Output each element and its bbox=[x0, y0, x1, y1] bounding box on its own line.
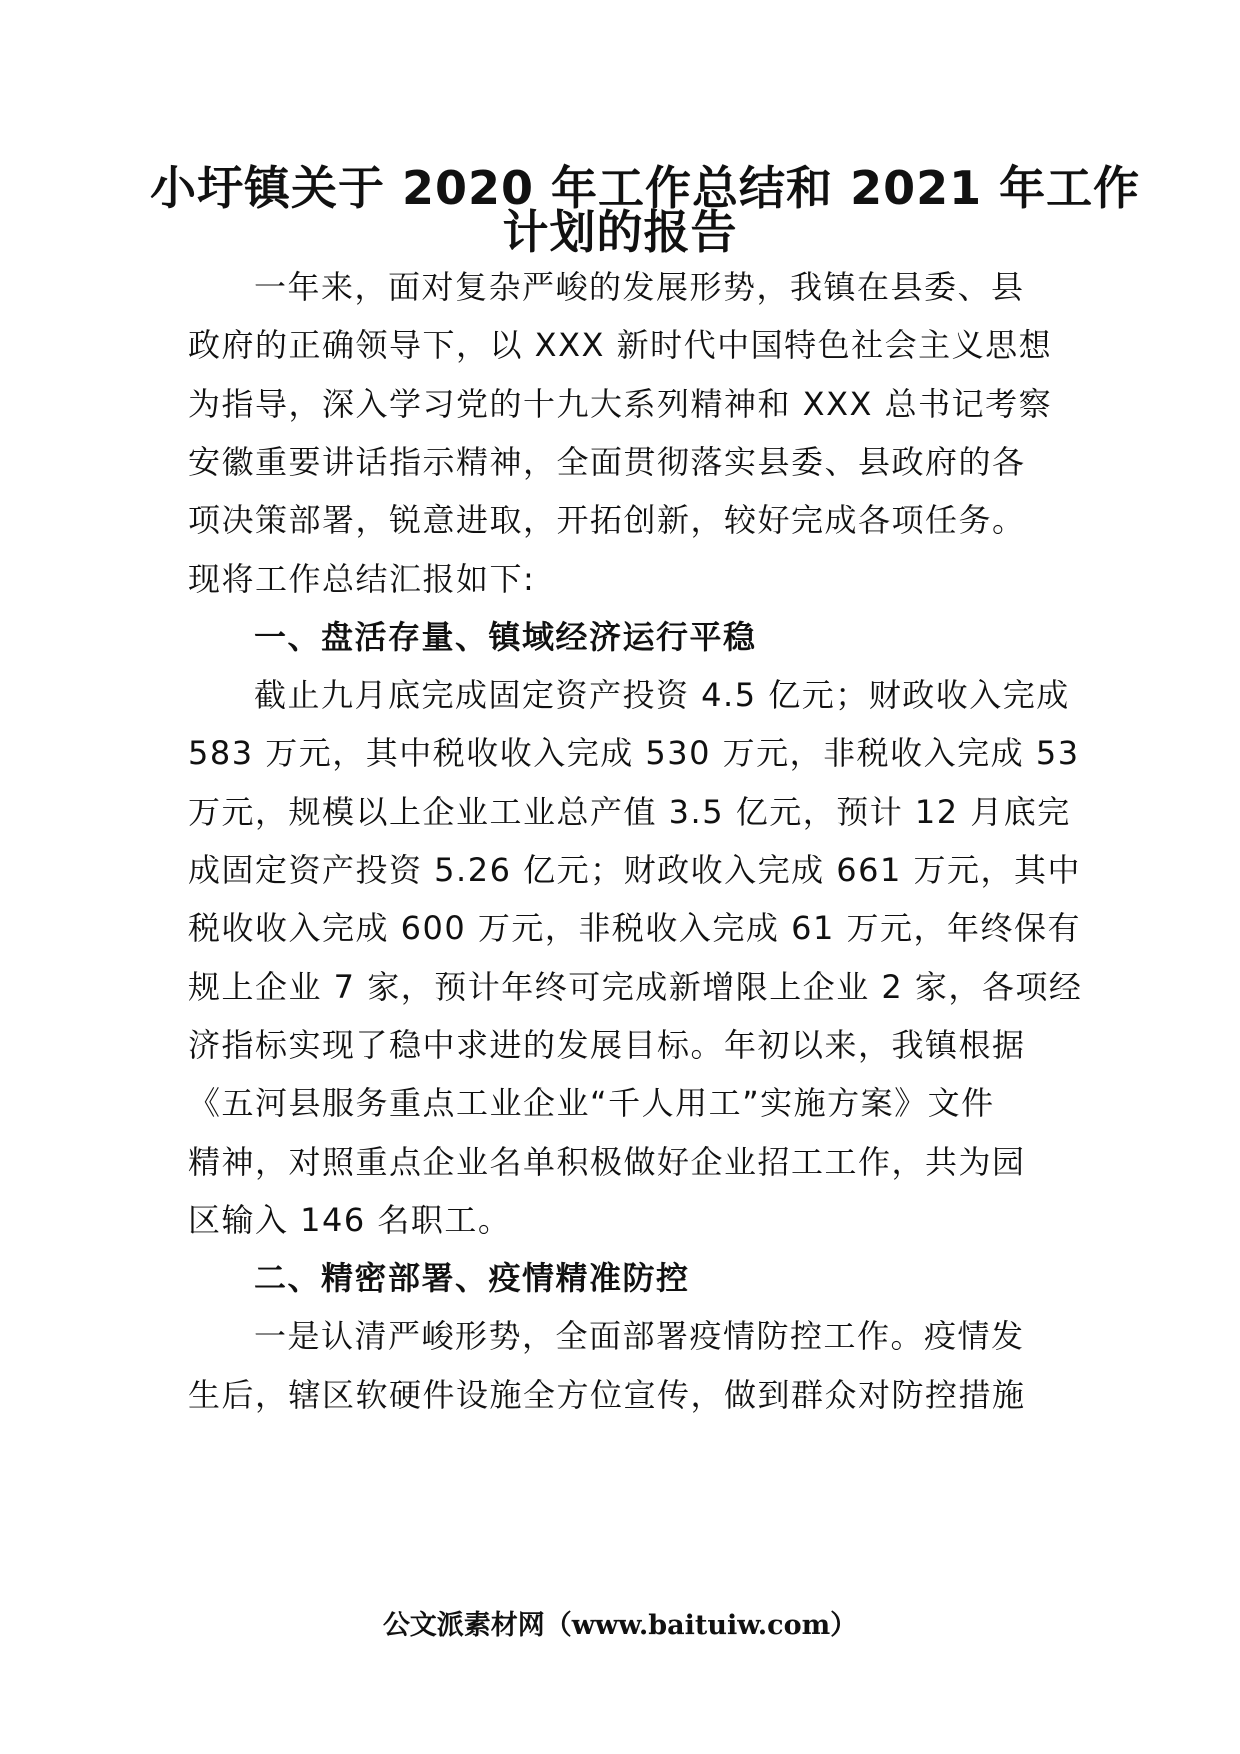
section-1-line-6: 规上企业 7 家，预计年终可完成新增限上企业 2 家，各项经 bbox=[188, 968, 1083, 1006]
document-title-line-1: 小圩镇关于 2020 年工作总结和 2021 年工作 bbox=[150, 161, 1141, 215]
section-1-line-5: 税收收入完成 600 万元，非税收入完成 61 万元，年终保有 bbox=[188, 909, 1081, 947]
section-1-line-9: 精神，对照重点企业名单积极做好企业招工工作，共为园 bbox=[188, 1143, 1026, 1181]
intro-line-4: 安徽重要讲话指示精神，全面贯彻落实县委、县政府的各 bbox=[188, 443, 1026, 481]
section-1-line-10: 区输入 146 名职工。 bbox=[188, 1201, 512, 1239]
section-2-line-2: 生后，辖区软硬件设施全方位宣传，做到群众对防控措施 bbox=[188, 1376, 1026, 1414]
section-2-line-1: 一是认清严峻形势，全面部署疫情防控工作。疫情发 bbox=[254, 1317, 1025, 1355]
intro-line-6: 现将工作总结汇报如下: bbox=[188, 560, 536, 598]
section-1-line-4: 成固定资产投资 5.26 亿元；财政收入完成 661 万元，其中 bbox=[188, 851, 1082, 889]
intro-line-2: 政府的正确领导下，以 XXX 新时代中国特色社会主义思想 bbox=[188, 326, 1053, 364]
section-1-line-3: 万元，规模以上企业工业总产值 3.5 亿元，预计 12 月底完 bbox=[188, 793, 1071, 831]
section-2-heading: 二、精密部署、疫情精准防控 bbox=[254, 1259, 690, 1297]
section-1-line-2: 583 万元，其中税收收入完成 530 万元，非税收入完成 53 bbox=[188, 734, 1080, 772]
section-1-line-8: 《五河县服务重点工业企业“千人用工”实施方案》文件 bbox=[188, 1084, 995, 1122]
intro-line-5: 项决策部署，锐意进取，开拓创新，较好完成各项任务。 bbox=[188, 501, 1026, 539]
section-1-heading: 一、盘活存量、镇域经济运行平稳 bbox=[254, 618, 757, 656]
intro-line-1: 一年来，面对复杂严峻的发展形势，我镇在县委、县 bbox=[254, 268, 1025, 306]
intro-line-3: 为指导，深入学习党的十九大系列精神和 XXX 总书记考察 bbox=[188, 385, 1053, 423]
document-title-line-2: 计划的报告 bbox=[502, 205, 738, 259]
section-1-line-1: 截止九月底完成固定资产投资 4.5 亿元；财政收入完成 bbox=[254, 676, 1070, 714]
section-1-line-7: 济指标实现了稳中求进的发展目标。年初以来，我镇根据 bbox=[188, 1026, 1026, 1064]
footer-watermark-text: 公文派素材网（www.baituiw.com） bbox=[382, 1610, 858, 1641]
